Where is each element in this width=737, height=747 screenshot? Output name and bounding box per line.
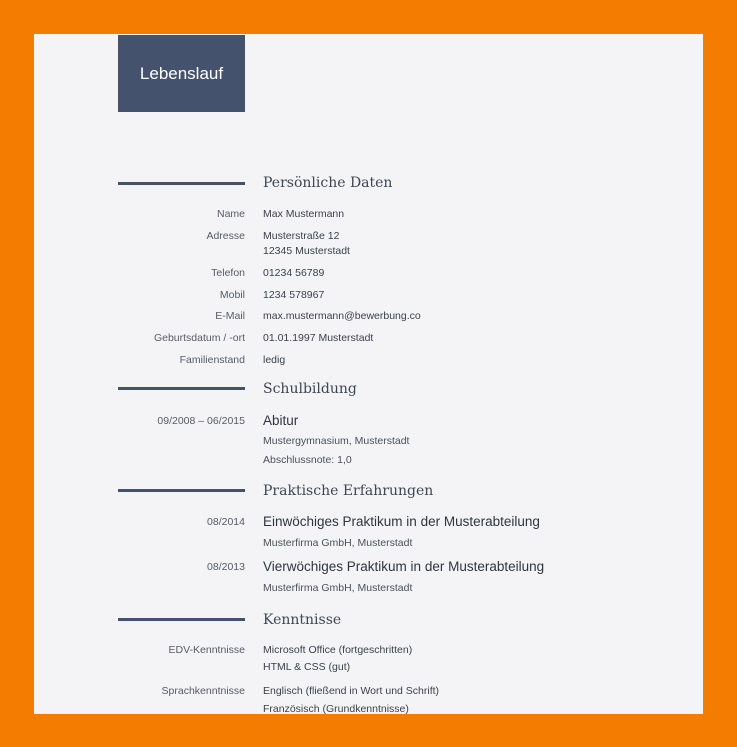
- label-language-skills: Sprachkenntnisse: [161, 685, 245, 697]
- experience-company-2: Musterfirma GmbH, Musterstadt: [263, 582, 413, 594]
- value-language-skills-2: Französisch (Grundkenntnisse): [263, 703, 409, 714]
- label-name: Name: [216, 208, 245, 220]
- section-rule-school: [118, 387, 245, 390]
- cv-document: [34, 34, 703, 714]
- value-address-street: Musterstraße 12: [263, 230, 340, 242]
- section-rule-skills: [118, 618, 245, 621]
- value-address-city: 12345 Musterstadt: [263, 245, 350, 257]
- experience-company-1: Musterfirma GmbH, Musterstadt: [263, 537, 413, 549]
- value-birth: 01.01.1997 Musterstadt: [263, 332, 374, 344]
- label-it-skills: EDV-Kenntnisse: [168, 644, 245, 656]
- section-rule-personal: [118, 182, 245, 185]
- label-address: Adresse: [206, 230, 245, 242]
- section-heading-skills: Kenntnisse: [263, 612, 342, 628]
- section-heading-school: Schulbildung: [263, 381, 357, 397]
- section-heading-personal: Persönliche Daten: [263, 175, 393, 191]
- value-mobile: 1234 578967: [263, 289, 325, 301]
- school-date: 09/2008 – 06/2015: [157, 415, 245, 427]
- school-grade: Abschlussnote: 1,0: [263, 454, 352, 466]
- value-marital-status: ledig: [263, 354, 286, 366]
- value-name: Max Mustermann: [263, 208, 345, 220]
- value-email: max.mustermann@bewerbung.co: [263, 310, 421, 322]
- experience-title-2: Vierwöchiges Praktikum in der Musterabteilung: [263, 559, 545, 574]
- experience-date-1: 08/2014: [207, 516, 245, 528]
- section-rule-experience: [118, 489, 245, 492]
- value-language-skills-1: Englisch (fließend in Wort und Schrift): [263, 685, 440, 697]
- section-heading-experience: Praktische Erfahrungen: [263, 483, 434, 499]
- school-title: Abitur: [263, 413, 299, 428]
- value-it-skills-1: Microsoft Office (fortgeschritten): [263, 644, 413, 656]
- experience-title-1: Einwöchiges Praktikum in der Musterabteilung: [263, 514, 540, 529]
- label-email: E-Mail: [215, 310, 245, 322]
- cv-title: Lebenslauf: [118, 35, 245, 112]
- label-phone: Telefon: [211, 267, 245, 279]
- school-institution: Mustergymnasium, Musterstadt: [263, 435, 410, 447]
- experience-date-2: 08/2013: [207, 561, 245, 573]
- label-mobile: Mobil: [219, 289, 245, 301]
- value-it-skills-2: HTML & CSS (gut): [263, 661, 351, 673]
- label-marital-status: Familienstand: [179, 354, 245, 366]
- value-phone: 01234 56789: [263, 267, 325, 279]
- label-birth: Geburtsdatum / -ort: [153, 332, 245, 344]
